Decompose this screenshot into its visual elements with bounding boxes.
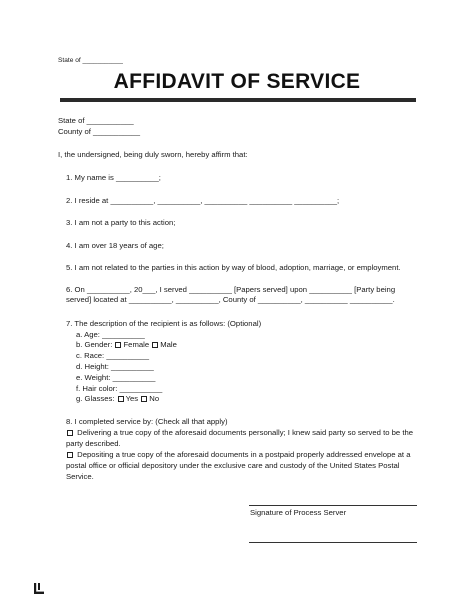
lawdepot-logo-icon bbox=[34, 581, 44, 592]
header-state-line: State of ___________ bbox=[58, 57, 123, 64]
item-7b-gender bbox=[76, 339, 177, 350]
document-title: AFFIDAVIT OF SERVICE bbox=[113, 70, 361, 93]
venue-county: County of ___________ bbox=[58, 127, 141, 136]
female-label: Female bbox=[123, 340, 150, 349]
item-8-option-2-line-1 bbox=[66, 449, 410, 460]
personal-delivery-checkbox[interactable] bbox=[67, 430, 73, 436]
male-checkbox[interactable] bbox=[152, 342, 158, 348]
title-underline bbox=[60, 98, 416, 102]
item-6-line-2: served] located at __________, __________, County of __________, __________ __________. bbox=[66, 295, 395, 304]
item-5-not-related: 5. I am not related to the parties in this action by way of blood, adoption, marriage, or employment. bbox=[66, 263, 401, 272]
item-7-description: 7. The description of the recipient is as follows: (Optional) bbox=[66, 319, 262, 328]
venue-state: State of ___________ bbox=[58, 116, 134, 125]
signature-line[interactable] bbox=[249, 505, 417, 506]
item-7e-weight: e. Weight: __________ bbox=[76, 373, 156, 382]
female-checkbox[interactable] bbox=[115, 342, 121, 348]
no-checkbox[interactable] bbox=[141, 396, 147, 402]
item-7c-race: c. Race: __________ bbox=[76, 351, 150, 360]
item-7a-age: a. Age: __________ bbox=[76, 330, 145, 339]
mail-deposit-text: Depositing a true copy of the aforesaid documents in a postpaid properly addressed envelope at a bbox=[77, 450, 411, 459]
item-6-line-1: 6. On __________, 20___, I served __________ [Papers served] upon __________ [Party being bbox=[66, 285, 396, 294]
glasses-label: g. Glasses: bbox=[76, 394, 115, 403]
yes-checkbox[interactable] bbox=[118, 396, 124, 402]
signature-label: Signature of Process Server bbox=[250, 508, 347, 517]
no-label: No bbox=[149, 394, 160, 403]
item-8-option-1-line-1 bbox=[66, 427, 413, 438]
male-label: Male bbox=[160, 340, 177, 349]
item-7d-height: d. Height: __________ bbox=[76, 362, 154, 371]
item-8-option-1-line-2: party described. bbox=[66, 439, 121, 448]
mail-deposit-checkbox[interactable] bbox=[67, 452, 73, 458]
item-8-service-method: 8. I completed service by: (Check all that apply) bbox=[66, 417, 228, 426]
item-2-residence: 2. I reside at __________, __________, __________ __________ __________; bbox=[66, 196, 340, 205]
item-1-name: 1. My name is __________; bbox=[66, 173, 161, 182]
personal-delivery-text: Delivering a true copy of the aforesaid documents personally; I knew said party so served to be the bbox=[77, 428, 414, 437]
second-signature-line[interactable] bbox=[249, 542, 417, 543]
item-3-not-party: 3. I am not a party to this action; bbox=[66, 218, 176, 227]
item-7f-hair-color: f. Hair color: __________ bbox=[76, 384, 163, 393]
gender-label: b. Gender: bbox=[76, 340, 113, 349]
item-8-option-2-line-3: Service. bbox=[66, 472, 94, 481]
yes-label: Yes bbox=[125, 394, 139, 403]
item-7g-glasses bbox=[76, 393, 159, 404]
intro-statement: I, the undersigned, being duly sworn, hereby affirm that: bbox=[58, 150, 248, 159]
item-4-age: 4. I am over 18 years of age; bbox=[66, 241, 164, 250]
item-8-option-2-line-2: postal office or official depository under the exclusive care and custody of the United States Postal bbox=[66, 461, 400, 470]
